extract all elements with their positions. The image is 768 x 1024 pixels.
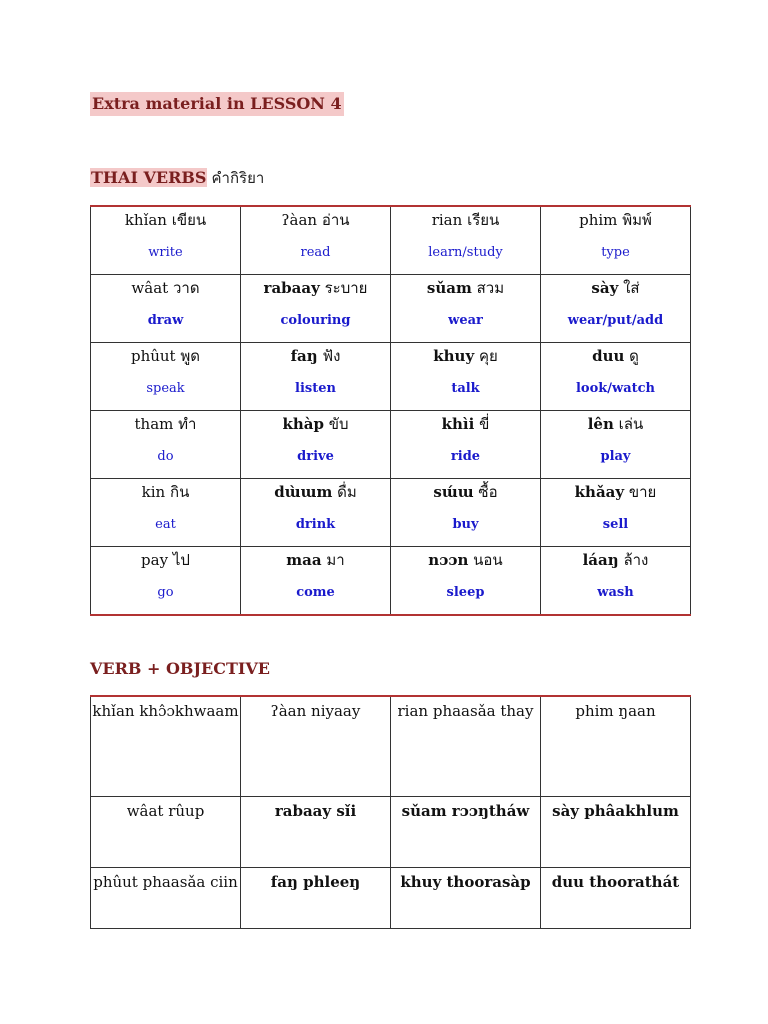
verb-transliteration: láaŋ bbox=[582, 551, 619, 569]
verb-english: learn/study bbox=[428, 245, 503, 260]
verb-english: ride bbox=[450, 449, 481, 464]
verb-cell bbox=[241, 275, 391, 343]
table-row bbox=[91, 547, 691, 616]
verb-objective-table bbox=[90, 695, 691, 929]
verb-cell bbox=[241, 547, 391, 616]
verb-term bbox=[541, 209, 690, 231]
verb-english: drink bbox=[295, 517, 336, 532]
table-row bbox=[91, 275, 691, 343]
verb-term bbox=[541, 481, 690, 503]
verb-term bbox=[91, 209, 240, 231]
phrase-cell: sày phâakhlum bbox=[541, 797, 691, 868]
verb-thai: อ่าน bbox=[321, 211, 350, 229]
phrase-cell: phûut phaasǎa ciin bbox=[91, 868, 241, 929]
verb-term bbox=[541, 345, 690, 367]
phrase-cell: duu thoorathát bbox=[541, 868, 691, 929]
phrase-cell: ʔàan niyaay bbox=[241, 696, 391, 797]
verb-term bbox=[241, 345, 390, 367]
verb-transliteration: dɯ̀ɯm bbox=[274, 483, 333, 501]
verb-cell bbox=[541, 479, 691, 547]
table-row bbox=[91, 868, 691, 929]
phrase-cell: khuy thoorasàp bbox=[391, 868, 541, 929]
verb-english: write bbox=[148, 245, 183, 260]
verb-english: talk bbox=[451, 381, 480, 396]
verb-english: do bbox=[157, 449, 174, 464]
verb-thai: ล้าง bbox=[623, 551, 649, 569]
table-row bbox=[91, 343, 691, 411]
verb-transliteration: sɯ́ɯ bbox=[433, 483, 474, 501]
verb-cell bbox=[91, 206, 241, 275]
verb-thai: นอน bbox=[473, 551, 503, 569]
verb-transliteration: duu bbox=[592, 347, 625, 365]
verb-cell bbox=[91, 343, 241, 411]
verb-term bbox=[91, 345, 240, 367]
table-row bbox=[91, 797, 691, 868]
verb-cell bbox=[541, 275, 691, 343]
phrase-cell: khǐan khɔ̂ɔkhwaam bbox=[91, 696, 241, 797]
verb-thai: พูด bbox=[180, 347, 201, 365]
verb-cell bbox=[91, 547, 241, 616]
verb-english: wash bbox=[597, 585, 634, 600]
verb-cell bbox=[391, 275, 541, 343]
verb-thai: มา bbox=[326, 551, 345, 569]
verb-english: wear bbox=[448, 313, 483, 328]
verb-transliteration: khǐan bbox=[124, 211, 167, 229]
verb-transliteration: lên bbox=[587, 415, 614, 433]
verb-transliteration: sǔam bbox=[426, 279, 472, 297]
phrase-cell: sǔam rɔɔŋtháw bbox=[391, 797, 541, 868]
phrase-cell: wâat rûup bbox=[91, 797, 241, 868]
verb-transliteration: phim bbox=[579, 211, 618, 229]
verb-cell bbox=[241, 343, 391, 411]
verb-cell bbox=[541, 411, 691, 479]
table-row bbox=[91, 696, 691, 797]
verb-thai: คุย bbox=[478, 347, 498, 365]
verb-thai: พิมพ์ bbox=[622, 211, 652, 229]
verb-english: eat bbox=[155, 517, 176, 532]
verb-transliteration: kin bbox=[141, 483, 166, 501]
verb-cell bbox=[91, 411, 241, 479]
verb-english: type bbox=[601, 245, 630, 260]
verb-transliteration: khǎay bbox=[574, 483, 625, 501]
section-heading-thai: คำกิริยา bbox=[211, 169, 265, 187]
verb-thai: ไป bbox=[172, 551, 190, 569]
verb-transliteration: khìi bbox=[441, 415, 475, 433]
page-title: Extra material in LESSON 4 bbox=[90, 92, 344, 116]
verb-cell bbox=[391, 343, 541, 411]
verb-thai: วาด bbox=[172, 279, 200, 297]
verb-term bbox=[391, 413, 540, 435]
verb-transliteration: khàp bbox=[282, 415, 324, 433]
verb-cell bbox=[241, 206, 391, 275]
verb-cell bbox=[541, 547, 691, 616]
verb-transliteration: nɔɔn bbox=[428, 551, 469, 569]
section-heading-label: THAI VERBS bbox=[91, 168, 207, 187]
verb-term bbox=[241, 277, 390, 299]
verb-transliteration: pay bbox=[141, 551, 169, 569]
verb-term bbox=[91, 481, 240, 503]
verb-cell bbox=[391, 479, 541, 547]
verb-thai: ซื้อ bbox=[478, 483, 498, 501]
verb-term bbox=[391, 481, 540, 503]
verb-thai: ขับ bbox=[328, 415, 349, 433]
verb-english: speak bbox=[146, 381, 185, 396]
verb-term bbox=[391, 209, 540, 231]
phrase-cell: phim ŋaan bbox=[541, 696, 691, 797]
verb-cell bbox=[391, 206, 541, 275]
verb-cell bbox=[391, 547, 541, 616]
table-row bbox=[91, 206, 691, 275]
verb-english: come bbox=[296, 585, 335, 600]
verb-transliteration: sày bbox=[591, 279, 619, 297]
verb-thai: ขาย bbox=[628, 483, 657, 501]
verb-cell bbox=[241, 479, 391, 547]
verb-thai: ดู bbox=[629, 347, 639, 365]
table-row bbox=[91, 411, 691, 479]
verb-thai: เขียน bbox=[171, 211, 207, 229]
verb-transliteration: khuy bbox=[433, 347, 475, 365]
verb-cell bbox=[541, 206, 691, 275]
verb-english: go bbox=[157, 585, 174, 600]
section-heading-verb-objective: VERB + OBJECTIVE bbox=[90, 659, 270, 678]
verb-thai: สวม bbox=[476, 279, 505, 297]
verb-english: buy bbox=[452, 517, 479, 532]
verb-term bbox=[391, 345, 540, 367]
thai-verbs-table bbox=[90, 205, 691, 616]
verb-english: listen bbox=[295, 381, 336, 396]
verb-term bbox=[391, 549, 540, 571]
verb-term bbox=[541, 549, 690, 571]
verb-transliteration: wâat bbox=[131, 279, 169, 297]
verb-thai: ขี่ bbox=[479, 415, 490, 433]
phrase-cell: faŋ phleeŋ bbox=[241, 868, 391, 929]
verb-transliteration: tham bbox=[134, 415, 174, 433]
verb-thai: ดื่ม bbox=[337, 483, 357, 501]
verb-term bbox=[91, 277, 240, 299]
verb-term bbox=[241, 413, 390, 435]
verb-term bbox=[91, 549, 240, 571]
verb-thai: ระบาย bbox=[324, 279, 368, 297]
verb-english: drive bbox=[297, 449, 334, 464]
verb-cell bbox=[391, 411, 541, 479]
phrase-cell: rabaay sǐi bbox=[241, 797, 391, 868]
section-heading-thai-verbs bbox=[90, 167, 264, 189]
verb-term bbox=[241, 209, 390, 231]
verb-cell bbox=[541, 343, 691, 411]
table-row bbox=[91, 479, 691, 547]
verb-english: wear/put/add bbox=[567, 313, 664, 328]
verb-transliteration: maa bbox=[286, 551, 322, 569]
verb-term bbox=[391, 277, 540, 299]
verb-term bbox=[241, 481, 390, 503]
verb-cell bbox=[91, 275, 241, 343]
verb-english: play bbox=[600, 449, 631, 464]
verb-thai: ใส่ bbox=[623, 279, 640, 297]
verb-english: colouring bbox=[280, 313, 351, 328]
verb-thai: กิน bbox=[170, 483, 190, 501]
verb-thai: เรียน bbox=[467, 211, 500, 229]
verb-cell bbox=[241, 411, 391, 479]
phrase-cell: rian phaasǎa thay bbox=[391, 696, 541, 797]
verb-transliteration: rabaay bbox=[263, 279, 320, 297]
verb-term bbox=[91, 413, 240, 435]
verb-transliteration: ʔàan bbox=[281, 211, 318, 229]
verb-thai: ทำ bbox=[178, 415, 197, 433]
verb-term bbox=[541, 277, 690, 299]
verb-english: read bbox=[300, 245, 331, 260]
verb-thai: ฟัง bbox=[322, 347, 341, 365]
verb-english: draw bbox=[147, 313, 184, 328]
verb-english: sell bbox=[602, 517, 629, 532]
verb-english: look/watch bbox=[575, 381, 656, 396]
verb-transliteration: phûut bbox=[130, 347, 176, 365]
verb-thai: เล่น bbox=[618, 415, 644, 433]
verb-transliteration: rian bbox=[431, 211, 463, 229]
verb-term bbox=[541, 413, 690, 435]
verb-english: sleep bbox=[446, 585, 485, 600]
verb-transliteration: faŋ bbox=[290, 347, 318, 365]
verb-cell bbox=[91, 479, 241, 547]
verb-term bbox=[241, 549, 390, 571]
